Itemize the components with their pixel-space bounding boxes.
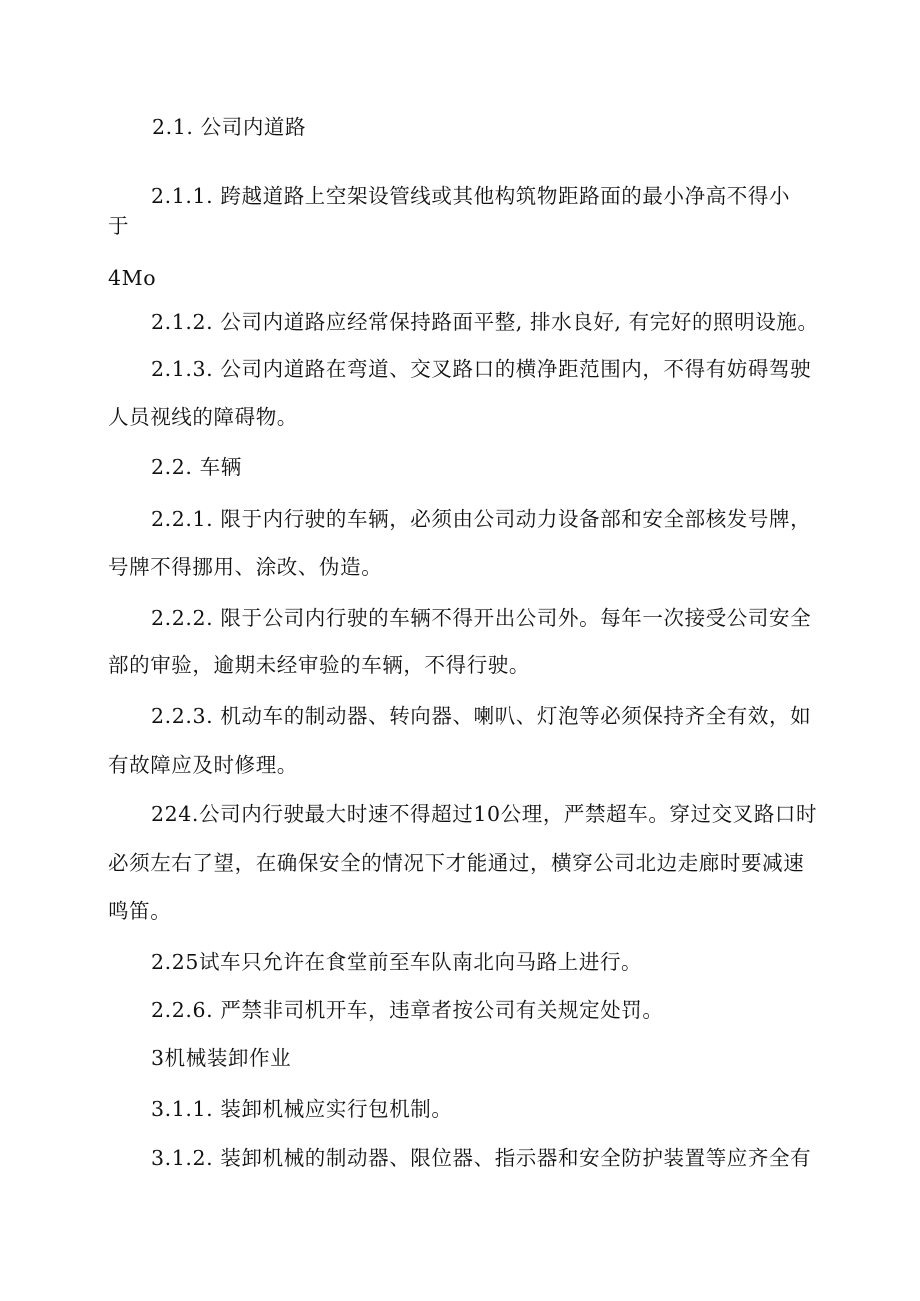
paragraph-line: 2.2.1. 限于内行驶的车辆，必须由公司动力设备部和安全部核发号牌， <box>151 507 812 531</box>
paragraph-line: 鸣笛。 <box>108 899 172 923</box>
heading-3: 3机械装卸作业 <box>151 1046 292 1070</box>
paragraph-line: 2.2.6. 严禁非司机开车，违章者按公司有关规定处罚。 <box>151 998 664 1022</box>
paragraph-line: 3.1.1. 装卸机械应实行包机制。 <box>151 1097 453 1121</box>
paragraph-line: 2.2.2. 限于公司内行驶的车辆不得开出公司外。每年一次接受公司安全 <box>151 606 812 630</box>
paragraph-line: 2.1.2. 公司内道路应经常保持路面平整, 排水良好, 有完好的照明设施。 <box>151 310 819 334</box>
paragraph-line: 224.公司内行驶最大时速不得超过10公理，严禁超车。穿过交叉路口时 <box>151 802 818 826</box>
paragraph-line: 于 <box>108 214 130 238</box>
paragraph-line: 部的审验，逾期未经审验的车辆，不得行驶。 <box>108 653 530 677</box>
paragraph-line: 2.1.1. 跨越道路上空架设管线或其他构筑物距路面的最小净高不得小 <box>151 184 791 208</box>
paragraph-line: 3.1.2. 装卸机械的制动器、限位器、指示器和安全防护装置等应齐全有 <box>151 1146 812 1170</box>
paragraph-line: 2.2.3. 机动车的制动器、转向器、喇叭、灯泡等必须保持齐全有效，如 <box>151 704 812 728</box>
paragraph-line: 4Mo <box>108 266 157 290</box>
heading-2-2: 2.2. 车辆 <box>151 455 242 479</box>
paragraph-line: 2.1.3. 公司内道路在弯道、交叉路口的横净距范围内，不得有妨碍驾驶 <box>151 357 812 381</box>
paragraph-line: 有故障应及时修理。 <box>108 753 298 777</box>
paragraph-line: 必须左右了望，在确保安全的情况下才能通过，横穿公司北边走廊时要减速 <box>108 851 805 875</box>
paragraph-line: 2.25试车只允许在食堂前至车队南北向马路上进行。 <box>151 950 643 974</box>
heading-2-1: 2.1. 公司内道路 <box>152 115 307 139</box>
paragraph-line: 人员视线的障碍物。 <box>108 405 298 429</box>
paragraph-line: 号牌不得挪用、涂改、伪造。 <box>108 555 383 579</box>
